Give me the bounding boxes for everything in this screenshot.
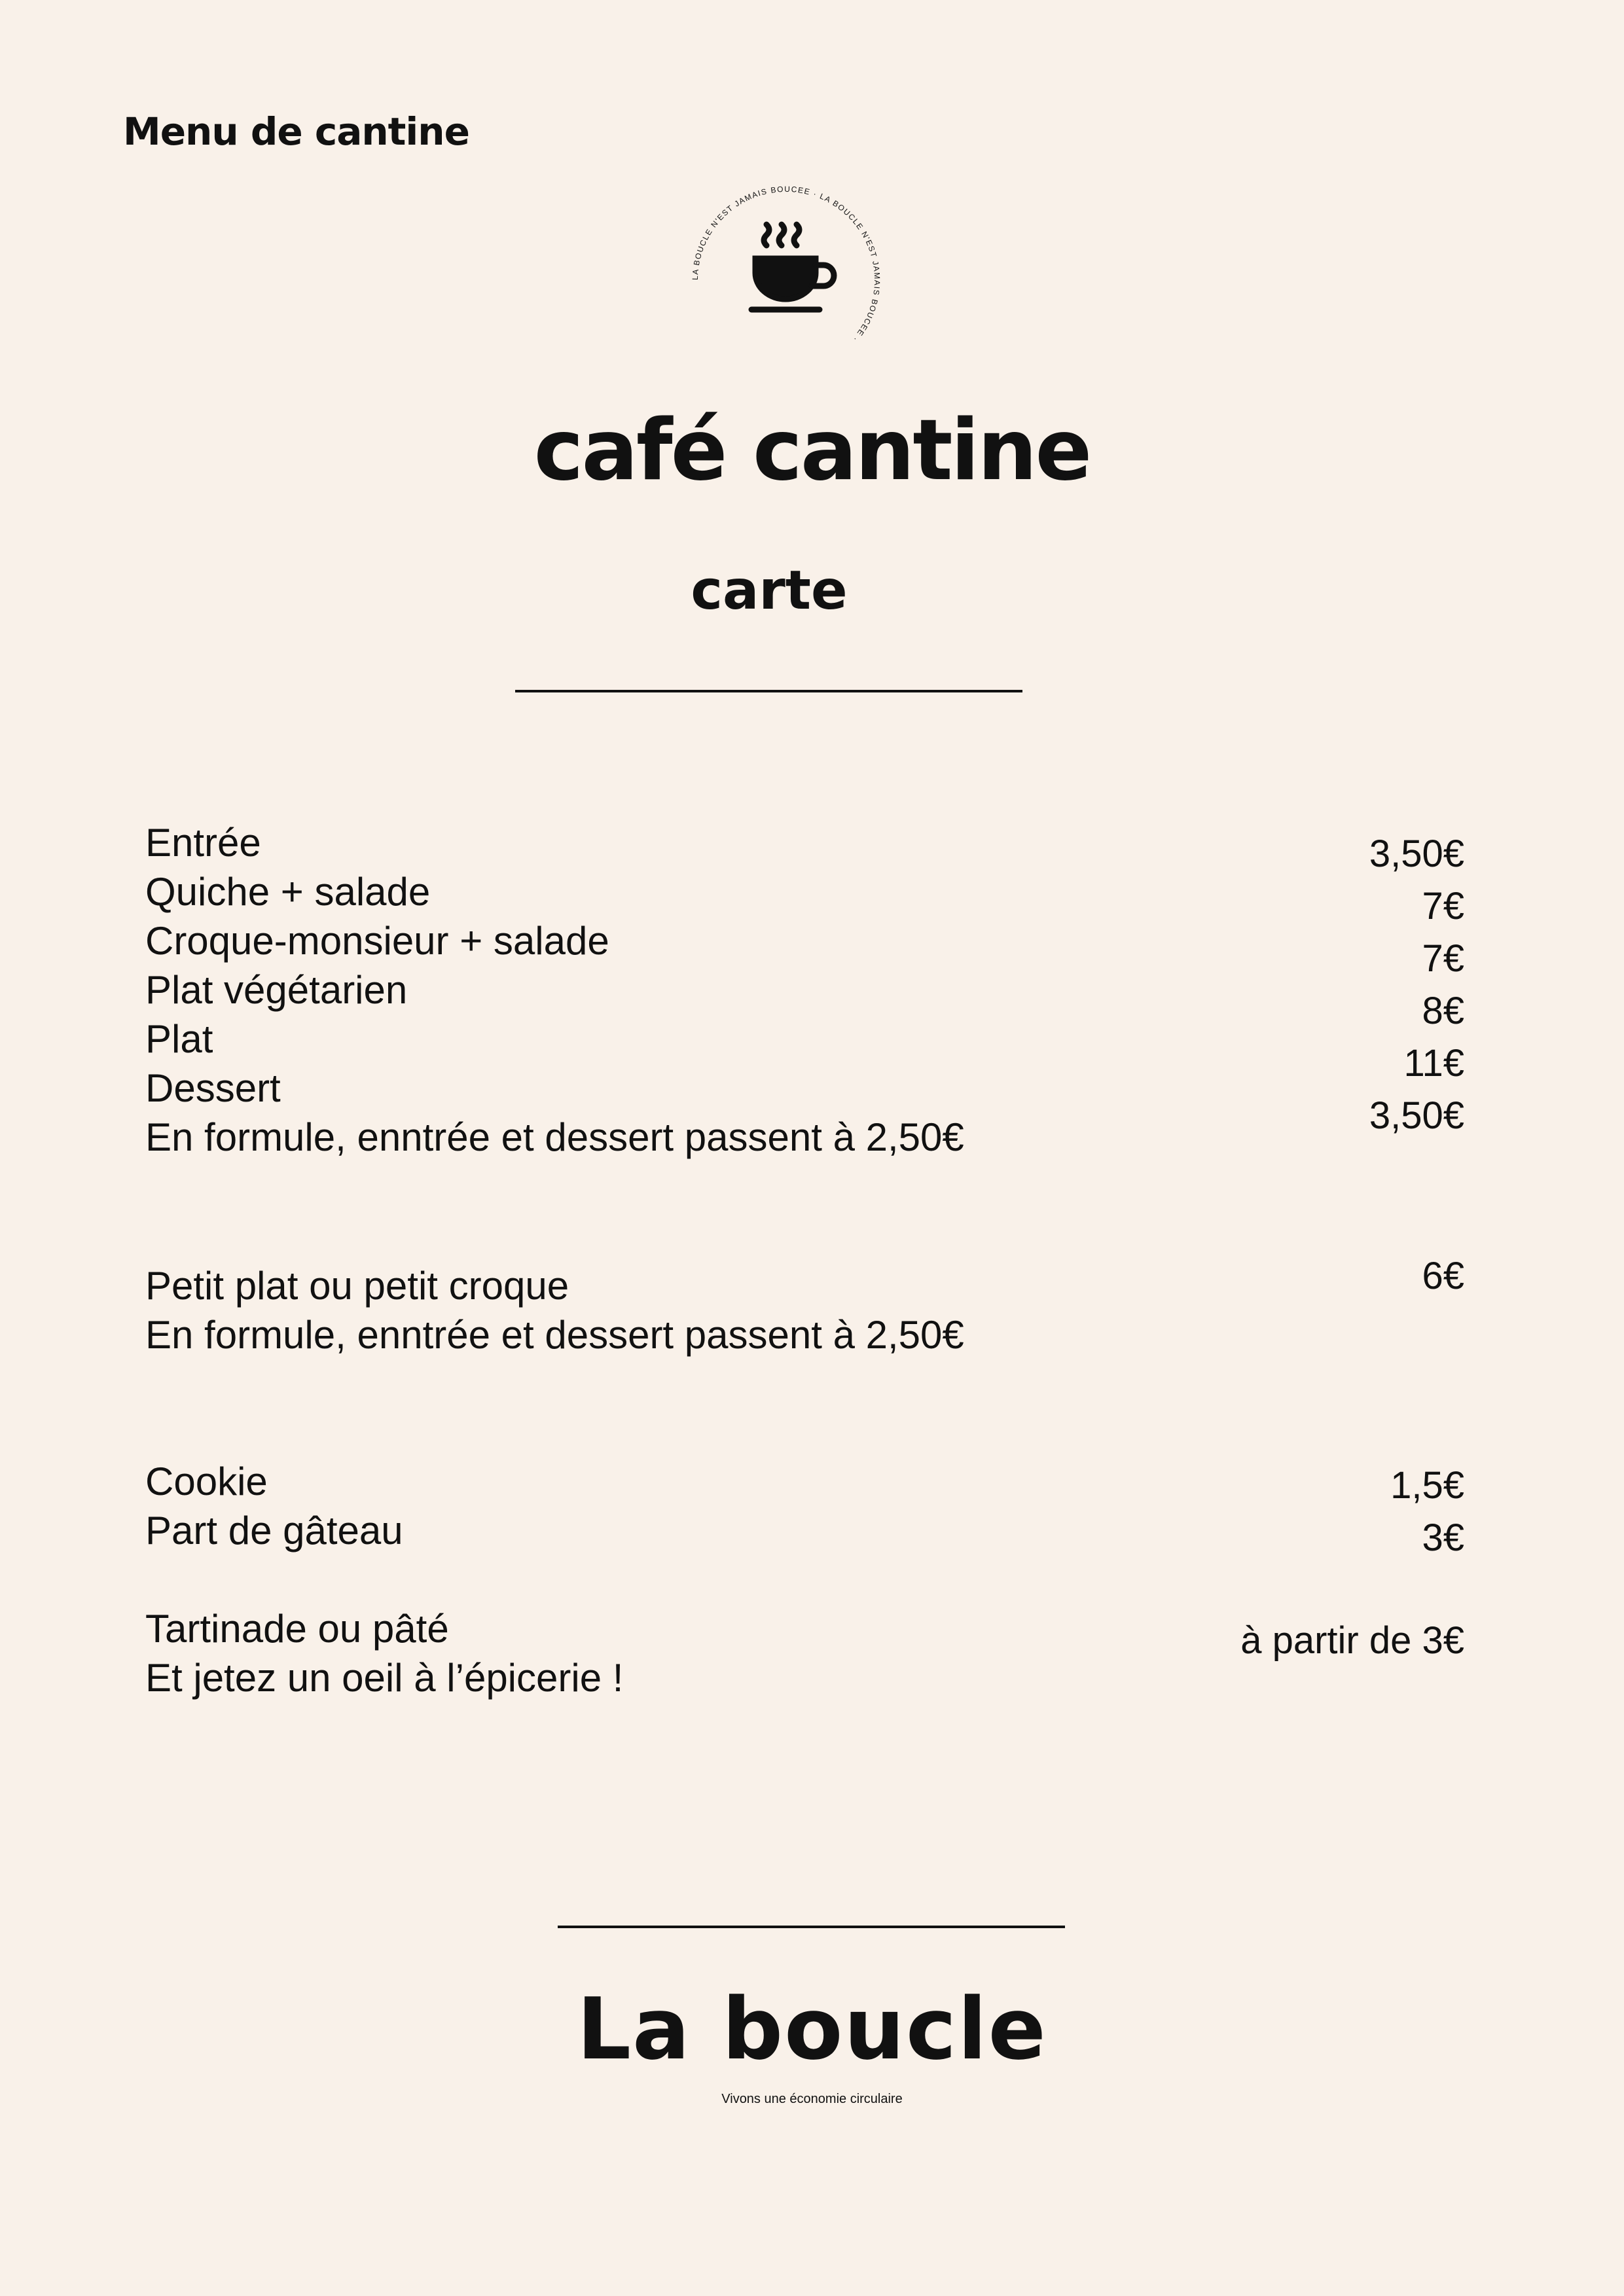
menu-note: En formule, enntrée et dessert passent à 2,50€ [145, 1115, 964, 1159]
menu-item: Croque-monsieur + salade [145, 919, 609, 963]
menu-note: Et jetez un oeil à l’épicerie ! [145, 1656, 624, 1700]
bottom-divider [558, 1926, 1065, 1928]
menu-prices-spreads [982, 1615, 1464, 1667]
menu-item: Plat végétarien [145, 968, 408, 1012]
brand-tagline: Vivons une économie circulaire [721, 2092, 903, 2106]
menu-price: 7€ [1422, 885, 1464, 927]
brand-logo: La boucle [577, 1979, 1047, 2079]
page-title: café cantine [533, 402, 1091, 499]
menu-price: 11€ [1403, 1042, 1464, 1085]
coffee-cup-icon [751, 224, 834, 310]
menu-item: Part de gâteau [145, 1509, 403, 1552]
menu-prices-small [982, 1250, 1464, 1302]
menu-item: Plat [145, 1017, 213, 1061]
page-subtitle: carte [691, 560, 848, 622]
badge-ring-text: LA BOUCLE N'EST JAMAIS BOUCEE · LA BOUCLE N'EST JAMAIS BOUCEE · [690, 184, 882, 344]
menu-item: Quiche + salade [145, 870, 431, 914]
cafe-logo-badge [678, 172, 894, 388]
menu-price: 6€ [1422, 1255, 1464, 1297]
menu-prices-mains [982, 828, 1464, 1142]
menu-item: Entrée [145, 821, 261, 865]
menu-prices-sweets [982, 1460, 1464, 1564]
menu-header-label: Menu de cantine [123, 109, 469, 154]
menu-item: Cookie [145, 1460, 268, 1503]
menu-item: Tartinade ou pâté [145, 1607, 449, 1651]
top-divider [515, 690, 1022, 692]
menu-price: 3,50€ [1369, 1094, 1464, 1137]
menu-price: 7€ [1422, 937, 1464, 980]
menu-price: 3€ [1422, 1516, 1464, 1559]
menu-price: 8€ [1422, 990, 1464, 1032]
menu-price: 3,50€ [1369, 833, 1464, 875]
menu-note: En formule, enntrée et dessert passent à 2,50€ [145, 1313, 964, 1357]
menu-price: 1,5€ [1390, 1464, 1464, 1507]
menu-price: à partir de 3€ [1240, 1619, 1464, 1662]
menu-item: Petit plat ou petit croque [145, 1264, 569, 1308]
menu-item: Dessert [145, 1066, 281, 1110]
